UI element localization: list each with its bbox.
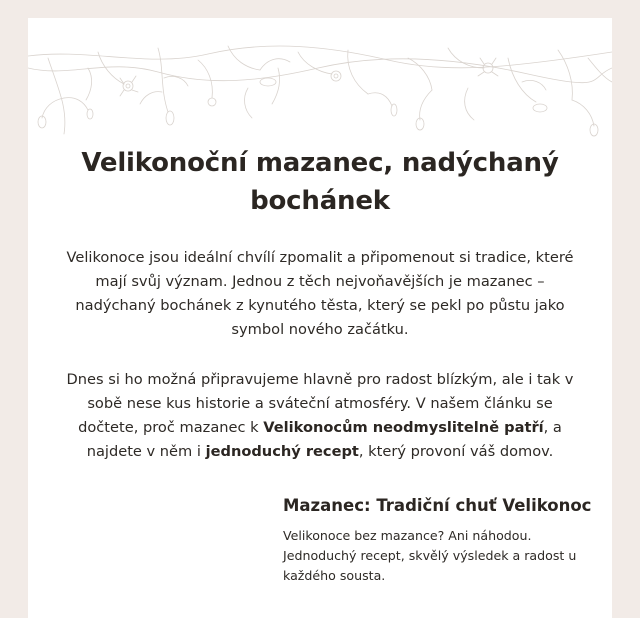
recipe-promo[interactable] xyxy=(283,492,592,586)
paragraph2-bold-1: Velikonocům neodmyslitelně patří xyxy=(263,419,544,436)
paragraph2-text-1: Dnes si ho možná připravujeme hlavně pro radost blízkým, ale i tak v sobě nese kus historie a sváteční atmosféry. V našem článku se dočtete, proč mazanec k xyxy=(66,371,574,436)
article-title-line2: bochánek xyxy=(250,186,390,216)
intro-paragraph: Velikonoce jsou ideální chvílí zpomalit a připomenout si tradice, které mají svůj význam. Jednou z těch nejvoňavějších je mazanec – nadýchaný bochánek z kynutého těsta, který se pekl po půstu jako symbol nového začátku. xyxy=(66,249,574,338)
article-title xyxy=(68,144,572,220)
recipe-promo-text: Velikonoce bez mazance? Ani náhodou. Jednoduchý recept, skvělý výsledek a radost u každého sousta. xyxy=(283,528,577,583)
floral-header-decoration xyxy=(28,38,612,138)
recipe-promo-title[interactable]: Mazanec: Tradiční chuť Velikonoc xyxy=(283,496,592,515)
second-paragraph xyxy=(64,368,576,464)
paragraph2-bold-2: jednoduchý recept xyxy=(205,443,359,460)
paragraph2-text-2: , a najdete v něm i xyxy=(86,419,562,460)
newsletter-card xyxy=(28,18,612,618)
paragraph2-text-3: , který provoní váš domov. xyxy=(358,443,554,460)
article-title-line1: Velikonoční mazanec, nadýchaný xyxy=(81,148,559,178)
